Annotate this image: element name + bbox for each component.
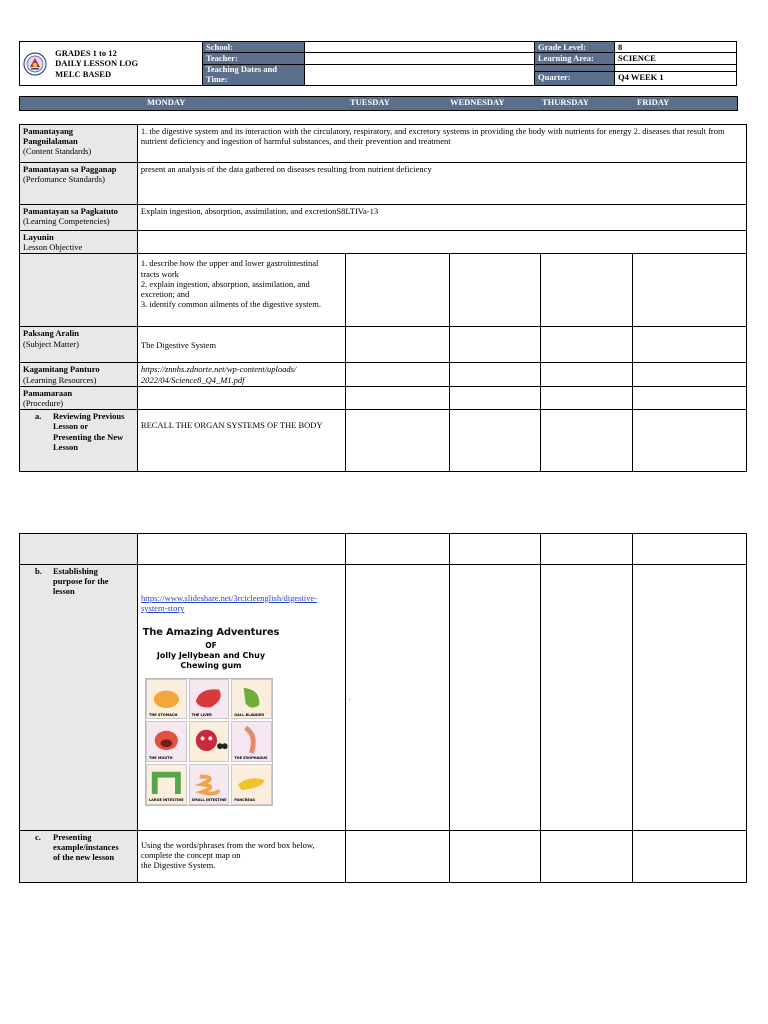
step-c-wednesday[interactable] (449, 831, 541, 883)
day-friday: FRIDAY (637, 97, 670, 107)
story-title: The Amazing Adventures (142, 627, 280, 639)
lesson-grid-page-1 (19, 124, 747, 472)
step-b-label-list (23, 566, 134, 597)
step-label-line: purpose for the (53, 576, 109, 587)
organ-caption: THE STOMACH (148, 713, 178, 718)
continuation-thursday[interactable] (541, 534, 633, 565)
step-label-line: Presenting (53, 832, 92, 842)
row-label-sub: (Subject Matter) (23, 338, 79, 349)
step-c-thursday[interactable] (541, 831, 633, 883)
row-label-bold: Paksang Aralin (23, 328, 79, 339)
objective-items-wednesday[interactable] (449, 254, 541, 327)
procedure-wednesday[interactable] (449, 386, 541, 409)
row-objective (20, 231, 747, 254)
day-monday: MONDAY (147, 97, 186, 107)
row-label-sub: Lesson Objective (23, 242, 83, 253)
tuesday-mark: . (348, 695, 351, 702)
step-b-friday[interactable] (633, 565, 747, 831)
objective-line: tracts work (140, 268, 179, 279)
row-label-sub: (Perfomance Standards) (23, 174, 105, 185)
learning-resources-monday[interactable] (137, 363, 345, 386)
row-label-sub: (Learning Resources) (23, 374, 97, 385)
day-wednesday: WEDNESDAY (450, 97, 505, 107)
subject-matter-wednesday[interactable] (449, 327, 541, 363)
resource-line: https://znnhs.zdnorte.net/wp-content/uploads/ (140, 364, 297, 375)
procedure-monday[interactable] (137, 386, 345, 409)
weekday-header-bar (19, 96, 738, 111)
objective-items-tuesday[interactable] (345, 254, 449, 327)
step-c-label-list (23, 832, 134, 863)
step-a-label-list (23, 411, 134, 452)
performance-standards-label (20, 163, 138, 205)
header-title-line: MELC BASED (55, 68, 112, 79)
performance-standards-text[interactable]: present an analysis of the data gathered on diseases resulting from nutrient deficiency (137, 163, 746, 205)
organ-caption: THE ESOPHAGUS (234, 755, 268, 760)
quarter-label: Quarter: (535, 72, 615, 86)
row-label-sub: (Content Standards) (23, 146, 92, 157)
objective-items-monday[interactable] (137, 254, 345, 327)
organ-caption: LARGE INTESTINE (148, 798, 184, 803)
subject-matter-friday[interactable] (633, 327, 747, 363)
procedure-thursday[interactable] (541, 386, 633, 409)
school-label: School: (203, 42, 305, 53)
objective-items-friday[interactable] (633, 254, 747, 327)
step-c-friday[interactable] (633, 831, 747, 883)
lesson-log-header (19, 41, 737, 86)
organ-caption: THE MOUTH (148, 755, 173, 760)
organ-tile (189, 721, 230, 762)
learning-area-value[interactable]: SCIENCE (615, 53, 737, 64)
objective-line: 3. identify common ailments of the digestive system. (140, 299, 322, 310)
organ-tile (189, 764, 230, 805)
objective-items-label (20, 254, 138, 327)
objective-line: 1. describe how the upper and lower gastrointestinal (140, 258, 319, 269)
row-continuation-blank (20, 534, 747, 565)
subject-matter-thursday[interactable] (541, 327, 633, 363)
link-line: https://www.slideshare.net/3rcicleenglish/digestive- (140, 593, 317, 603)
resource-line: 2022/04/Science8_Q4_M1.pdf (140, 374, 245, 385)
organ-caption: GALL BLADDER (234, 713, 265, 718)
quarter-value[interactable]: Q4 WEEK 1 (615, 72, 737, 86)
objective-line: 2. explain ingestion, absorption, assimilation, and (140, 278, 310, 289)
quarter-label-spacer (535, 64, 615, 71)
row-step-b (20, 565, 747, 831)
row-procedure (20, 386, 747, 409)
learning-resources-wednesday[interactable] (449, 363, 541, 386)
continuation-tuesday[interactable] (345, 534, 449, 565)
row-step-a (20, 410, 747, 472)
row-label-sub: (Learning Competencies) (23, 216, 110, 227)
step-a-tuesday[interactable] (345, 410, 449, 472)
header-title-line: DAILY LESSON LOG (55, 58, 139, 69)
objective-blank[interactable] (137, 231, 746, 254)
objective-items-thursday[interactable] (541, 254, 633, 327)
continuation-label (20, 534, 138, 565)
grade-level-label: Grade Level: (535, 42, 615, 53)
step-a-wednesday[interactable] (449, 410, 541, 472)
step-c-line: the Digestive System. (140, 860, 216, 871)
step-label-line: Reviewing Previous (53, 411, 125, 422)
story-subtitle: Jolly Jellybean and Chuy Chewing gum (156, 651, 266, 670)
step-label-line: of the new lesson (53, 852, 115, 863)
row-subject-matter (20, 327, 747, 363)
slideshare-link[interactable] (141, 593, 317, 613)
row-performance-standards (20, 163, 747, 205)
organ-caption: THE LIVER (191, 713, 212, 718)
step-c-line: Using the words/phrases from the word box below, (140, 840, 315, 850)
organ-tile (146, 679, 187, 720)
row-step-c (20, 831, 747, 883)
step-b-label (20, 565, 138, 831)
row-objective-items (20, 254, 747, 327)
step-b-wednesday[interactable] (449, 565, 541, 831)
organ-tile (231, 679, 272, 720)
lesson-grid-page-2 (19, 533, 747, 883)
link-line: system-story (140, 603, 185, 614)
procedure-label (20, 386, 138, 409)
row-learning-competencies (20, 205, 747, 231)
content-standards-text[interactable]: 1. the digestive system and its interaction with the circulatory, respiratory, and excretory systems in providing the body with nutrients for energy 2. diseases that result from nutrient deficiency and ingestion of harmful substances, and their prevention and treatment (137, 125, 746, 163)
teaching-dates-label-line: Teaching Dates and (206, 63, 278, 74)
objective-label (20, 231, 138, 254)
row-content-standards (20, 125, 747, 163)
continuation-wednesday[interactable] (449, 534, 541, 565)
teaching-dates-label (203, 64, 305, 85)
learning-competencies-text[interactable]: Explain ingestion, absorption, assimilation, and excretionS8LTIVa-13 (137, 205, 746, 231)
header-title-line: GRADES 1 to 12 (55, 47, 117, 58)
teacher-label: Teacher: (203, 53, 305, 64)
step-label-line: Lesson or (53, 421, 89, 432)
step-label-line: Presenting the New (53, 431, 124, 442)
grade-level-value[interactable]: 8 (615, 42, 737, 53)
organ-caption: PANCREAS (234, 798, 256, 803)
step-a-friday[interactable] (633, 410, 747, 472)
teacher-value[interactable] (305, 53, 535, 64)
school-value[interactable] (305, 42, 535, 53)
procedure-tuesday[interactable] (345, 386, 449, 409)
subject-matter-monday[interactable]: The Digestive System (137, 327, 345, 363)
story-of: OF (205, 641, 217, 651)
row-label-bold: Pamamaraan (23, 387, 73, 398)
row-learning-resources (20, 363, 747, 386)
day-thursday: THURSDAY (542, 97, 589, 107)
organ-tile (146, 721, 187, 762)
row-label-bold: Pamantayang (23, 126, 74, 136)
subject-matter-label (20, 327, 138, 363)
content-standards-label (20, 125, 138, 163)
step-b-thursday[interactable] (541, 565, 633, 831)
step-label-line: Establishing (53, 566, 98, 576)
quarter-value-spacer (615, 64, 737, 71)
step-a-thursday[interactable] (541, 410, 633, 472)
deped-seal-icon (23, 52, 47, 76)
step-letter: c. (35, 832, 41, 842)
learning-resources-label (20, 363, 138, 386)
step-a-monday[interactable]: RECALL THE ORGAN SYSTEMS OF THE BODY (137, 410, 345, 472)
organ-tile (231, 764, 272, 805)
story-cover-image (141, 627, 281, 805)
row-label-bold: Pamantayan sa Pagganap (23, 164, 117, 174)
learning-resources-friday[interactable] (633, 363, 747, 386)
step-label-line: Lesson (53, 441, 79, 452)
procedure-friday[interactable] (633, 386, 747, 409)
step-b-monday[interactable] (137, 565, 345, 831)
row-label-bold: Layunin (23, 232, 54, 242)
learning-resources-thursday[interactable] (541, 363, 633, 386)
day-tuesday: TUESDAY (350, 97, 390, 107)
subject-matter-tuesday[interactable] (345, 327, 449, 363)
step-c-monday[interactable] (137, 831, 345, 883)
step-c-label (20, 831, 138, 883)
row-label-bold: Kagamitang Panturo (23, 364, 100, 375)
continuation-friday[interactable] (633, 534, 747, 565)
organ-illustration-grid (145, 678, 273, 806)
learning-area-label: Learning Area: (535, 53, 615, 64)
step-a-label (20, 410, 138, 472)
row-label-sub: (Procedure) (23, 397, 64, 408)
step-b-tuesday[interactable] (345, 565, 449, 831)
teaching-dates-value[interactable] (305, 64, 535, 85)
organ-caption: SMALL INTESTINE (191, 798, 227, 803)
header-title-cell (20, 42, 203, 86)
header-title (55, 48, 138, 80)
organ-illustration-icon (190, 722, 229, 761)
teaching-dates-label-line: Time: (206, 73, 228, 84)
organ-tile (146, 764, 187, 805)
organ-tile (189, 679, 230, 720)
step-letter: a. (35, 411, 42, 422)
organ-tile (231, 721, 272, 762)
step-c-line: complete the concept map on (140, 850, 241, 861)
step-c-tuesday[interactable] (345, 831, 449, 883)
step-label-line: lesson (53, 586, 75, 597)
step-letter: b. (35, 566, 42, 576)
objective-line: excretion; and (140, 288, 190, 299)
learning-competencies-label (20, 205, 138, 231)
continuation-monday[interactable] (137, 534, 345, 565)
step-label-line: example/instances (53, 842, 119, 853)
learning-resources-tuesday[interactable] (345, 363, 449, 386)
row-label-bold: Pangnilalaman (23, 136, 78, 147)
row-label-bold: Pamantayan sa Pagkatuto (23, 206, 118, 216)
